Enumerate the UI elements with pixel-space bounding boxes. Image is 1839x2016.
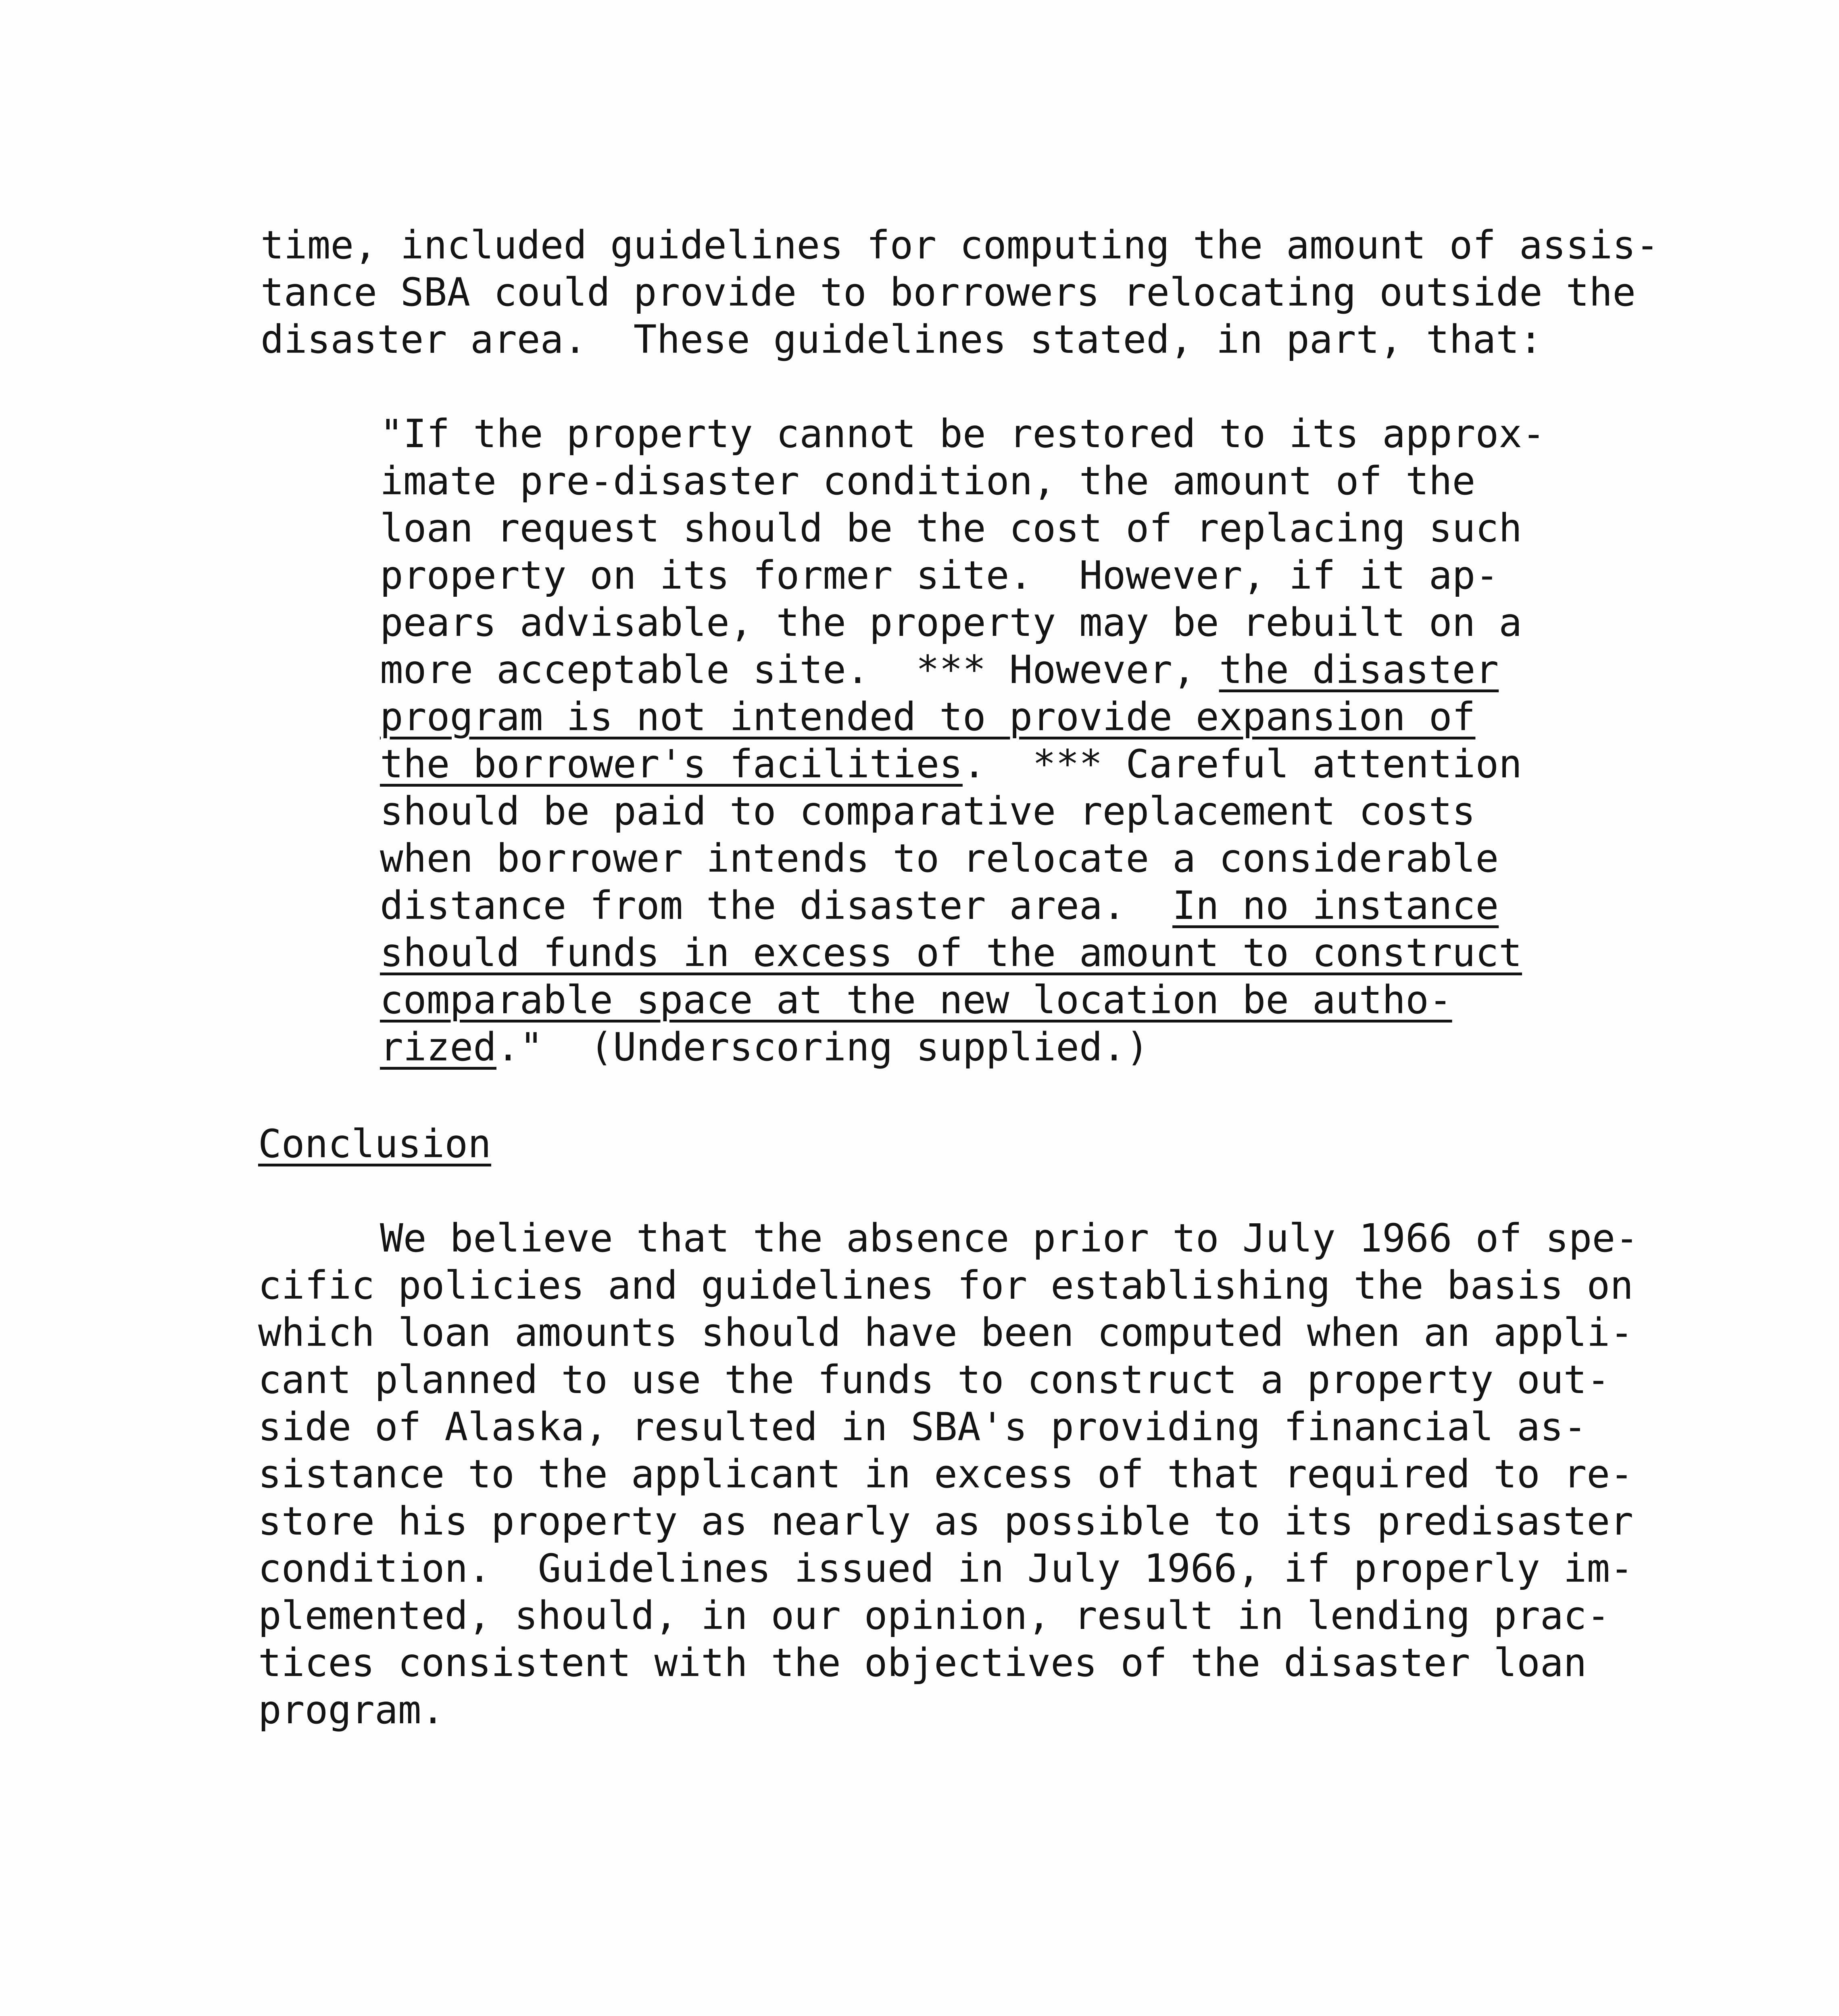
section-heading-text: Conclusion [258,1121,491,1166]
conclusion-line-10: tices consistent with the objectives of the disaster loan [258,1640,1587,1685]
quote-underline-2a: In no instance [1172,883,1499,928]
intro-line-2: tance SBA could provide to borrowers relocating outside the [261,270,1636,315]
quote-line-3: loan request should be the cost of replacing such [380,506,1522,551]
quote-line-11 [380,883,1499,928]
quote-line-13 [380,977,1452,1023]
quote-line-10: when borrower intends to relocate a considerable [380,836,1499,881]
quote-line-14 [380,1025,1149,1070]
conclusion-line-3: which loan amounts should have been computed when an appli- [258,1310,1634,1355]
quote-line-5: pears advisable, the property may be rebuilt on a [380,600,1522,645]
quote-line-7 [380,694,1476,739]
quote-line-1: "If the property cannot be restored to its approx- [380,411,1545,456]
section-heading [258,1121,491,1166]
intro-line-3: disaster area. These guidelines stated, in part, that: [261,317,1543,362]
conclusion-line-1: We believe that the absence prior to July 1966 of spe- [380,1216,1639,1261]
quote-underline-2d: rized [380,1025,496,1070]
conclusion-line-2: cific policies and guidelines for establishing the basis on [258,1263,1634,1308]
conclusion-line-5: side of Alaska, resulted in SBA's providing financial as- [258,1404,1587,1450]
quote-underline-2b: should funds in excess of the amount to construct [380,930,1522,975]
conclusion-line-11: program. [258,1687,445,1733]
conclusion-line-9: plemented, should, in our opinion, result in lending prac- [258,1593,1610,1638]
quote-line-2: imate pre-disaster condition, the amount of the [380,458,1476,504]
conclusion-line-4: cant planned to use the funds to construct a property out- [258,1357,1610,1402]
quote-line-9: should be paid to comparative replacement costs [380,789,1476,834]
quote-line-11-text: distance from the disaster area. [380,883,1173,928]
quote-line-14-text: ." (Underscoring supplied.) [496,1025,1149,1070]
quote-underline-1a: the disaster [1219,647,1499,692]
quote-line-8-text: . *** Careful attention [962,741,1522,787]
quote-underline-1b: program is not intended to provide expansion of [380,694,1476,739]
intro-line-1: time, included guidelines for computing the amount of assis- [261,223,1659,268]
quote-line-12 [380,930,1522,975]
conclusion-line-6: sistance to the applicant in excess of that required to re- [258,1452,1634,1497]
quote-underline-2c: comparable space at the new location be autho- [380,977,1452,1023]
conclusion-line-8: condition. Guidelines issued in July 1966, if properly im- [258,1546,1634,1591]
quote-line-6 [380,647,1499,692]
quote-line-8 [380,741,1522,787]
conclusion-line-7: store his property as nearly as possible to its predisaster [258,1499,1634,1544]
quote-line-6-text: more acceptable site. *** However, [380,647,1219,692]
quote-line-4: property on its former site. However, if it ap- [380,553,1499,598]
quote-underline-1c: the borrower's facilities [380,741,963,787]
